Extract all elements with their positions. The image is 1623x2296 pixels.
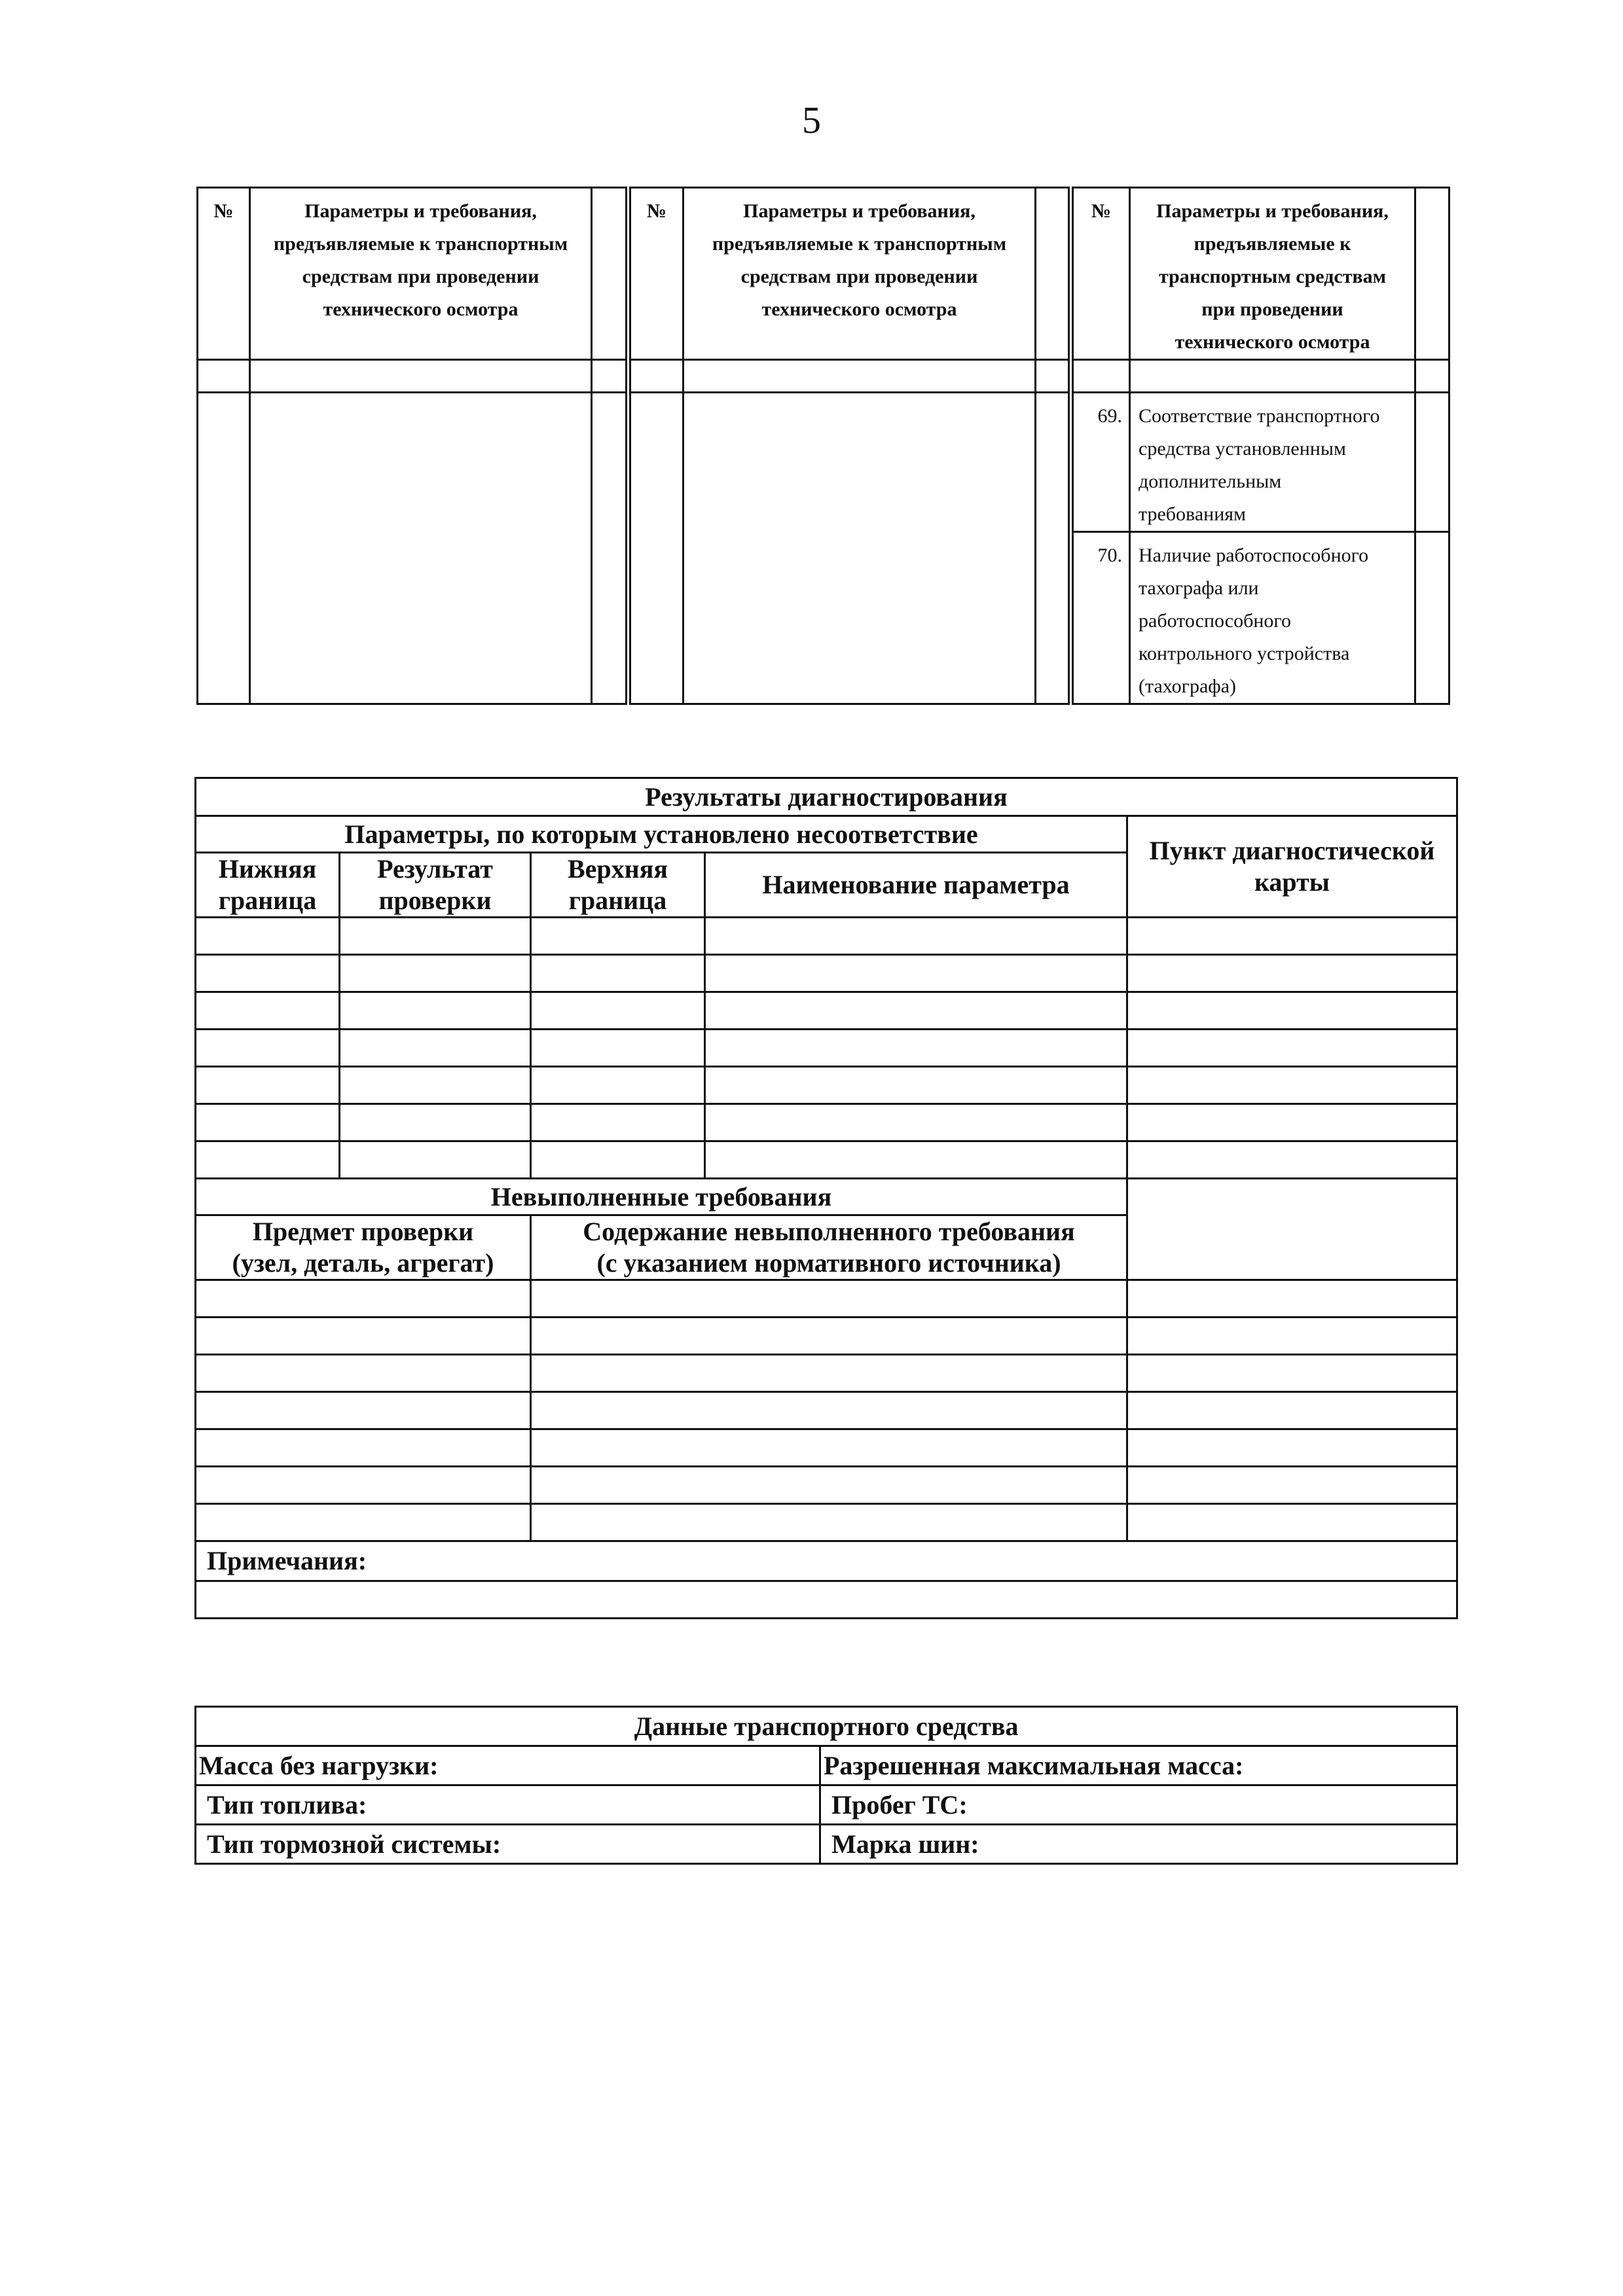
brake-type-field[interactable]: Тип тормозной системы: [196,1825,820,1864]
table-row [196,1355,1457,1392]
mass-max-field[interactable]: Разрешенная максимальная масса: [820,1746,1457,1785]
table-row [196,1429,1457,1467]
fuel-type-field[interactable]: Тип топлива: [196,1785,820,1825]
header-mark-3 [1415,188,1450,360]
unmet-title: Невыполненные требования [196,1179,1127,1215]
item-text-69: Соответствие транспортного средства установленным дополнительным требованиям [1130,393,1415,532]
header-num-2: № [629,188,684,360]
notes-field[interactable] [196,1581,1457,1619]
header-mark-1 [592,188,629,360]
mileage-field[interactable]: Пробег ТС: [820,1785,1457,1825]
item-mark-70[interactable] [1415,532,1450,704]
table-row [196,1392,1457,1429]
table-row [196,955,1457,992]
header-params-3: Параметры и требования, предъявляемые к транспортным средствам при проведении технического осмотра [1130,188,1415,360]
results-title: Результаты диагностирования [196,778,1457,816]
table-row [196,1104,1457,1141]
table-row [196,1504,1457,1541]
col-upper-bound: Верхняя граница [531,853,705,918]
notes-label: Примечания: [196,1541,1457,1581]
col-requirement: Содержание невыполненного требования (с указанием нормативного источника) [531,1215,1127,1280]
item-num-69: 69. [1071,393,1130,532]
table-row [196,1280,1457,1318]
page-number: 5 [802,99,821,141]
header-params-1: Параметры и требования, предъявляемые к транспортным средствам при проведении технического осмотра [250,188,592,360]
item-text-70: Наличие работоспособного тахографа или работоспособного контрольного устройства (тахографа) [1130,532,1415,704]
table-row [196,1467,1457,1504]
inspection-parameters-table [196,187,1450,705]
tire-brand-field[interactable]: Марка шин: [820,1825,1457,1864]
unmet-side-cell [1127,1179,1457,1280]
item-mark-69[interactable] [1415,393,1450,532]
diag-card-header: Пункт диагностической карты [1127,816,1457,918]
header-mark-2 [1036,188,1071,360]
mass-empty-field[interactable]: Масса без нагрузки: [196,1746,820,1785]
table-row [196,992,1457,1030]
header-num-3: № [1071,188,1130,360]
vehicle-title: Данные транспортного средства [196,1707,1457,1746]
header-num-1: № [198,188,250,360]
params-title: Параметры, по которым установлено несоответствие [196,816,1127,853]
diagnostic-results-table [194,777,1458,1619]
col-subject: Предмет проверки (узел, деталь, агрегат) [196,1215,531,1280]
table-row [196,1318,1457,1355]
header-params-2: Параметры и требования, предъявляемые к транспортным средствам при проведении технического осмотра [684,188,1036,360]
item-num-70: 70. [1071,532,1130,704]
table-row [196,918,1457,955]
col-param-name: Наименование параметра [705,853,1127,918]
table-row [196,1030,1457,1067]
table-row [196,1141,1457,1179]
col-lower-bound: Нижняя граница [196,853,340,918]
col-check-result: Результат проверки [340,853,531,918]
vehicle-data-table [194,1706,1458,1865]
table-row [196,1067,1457,1104]
